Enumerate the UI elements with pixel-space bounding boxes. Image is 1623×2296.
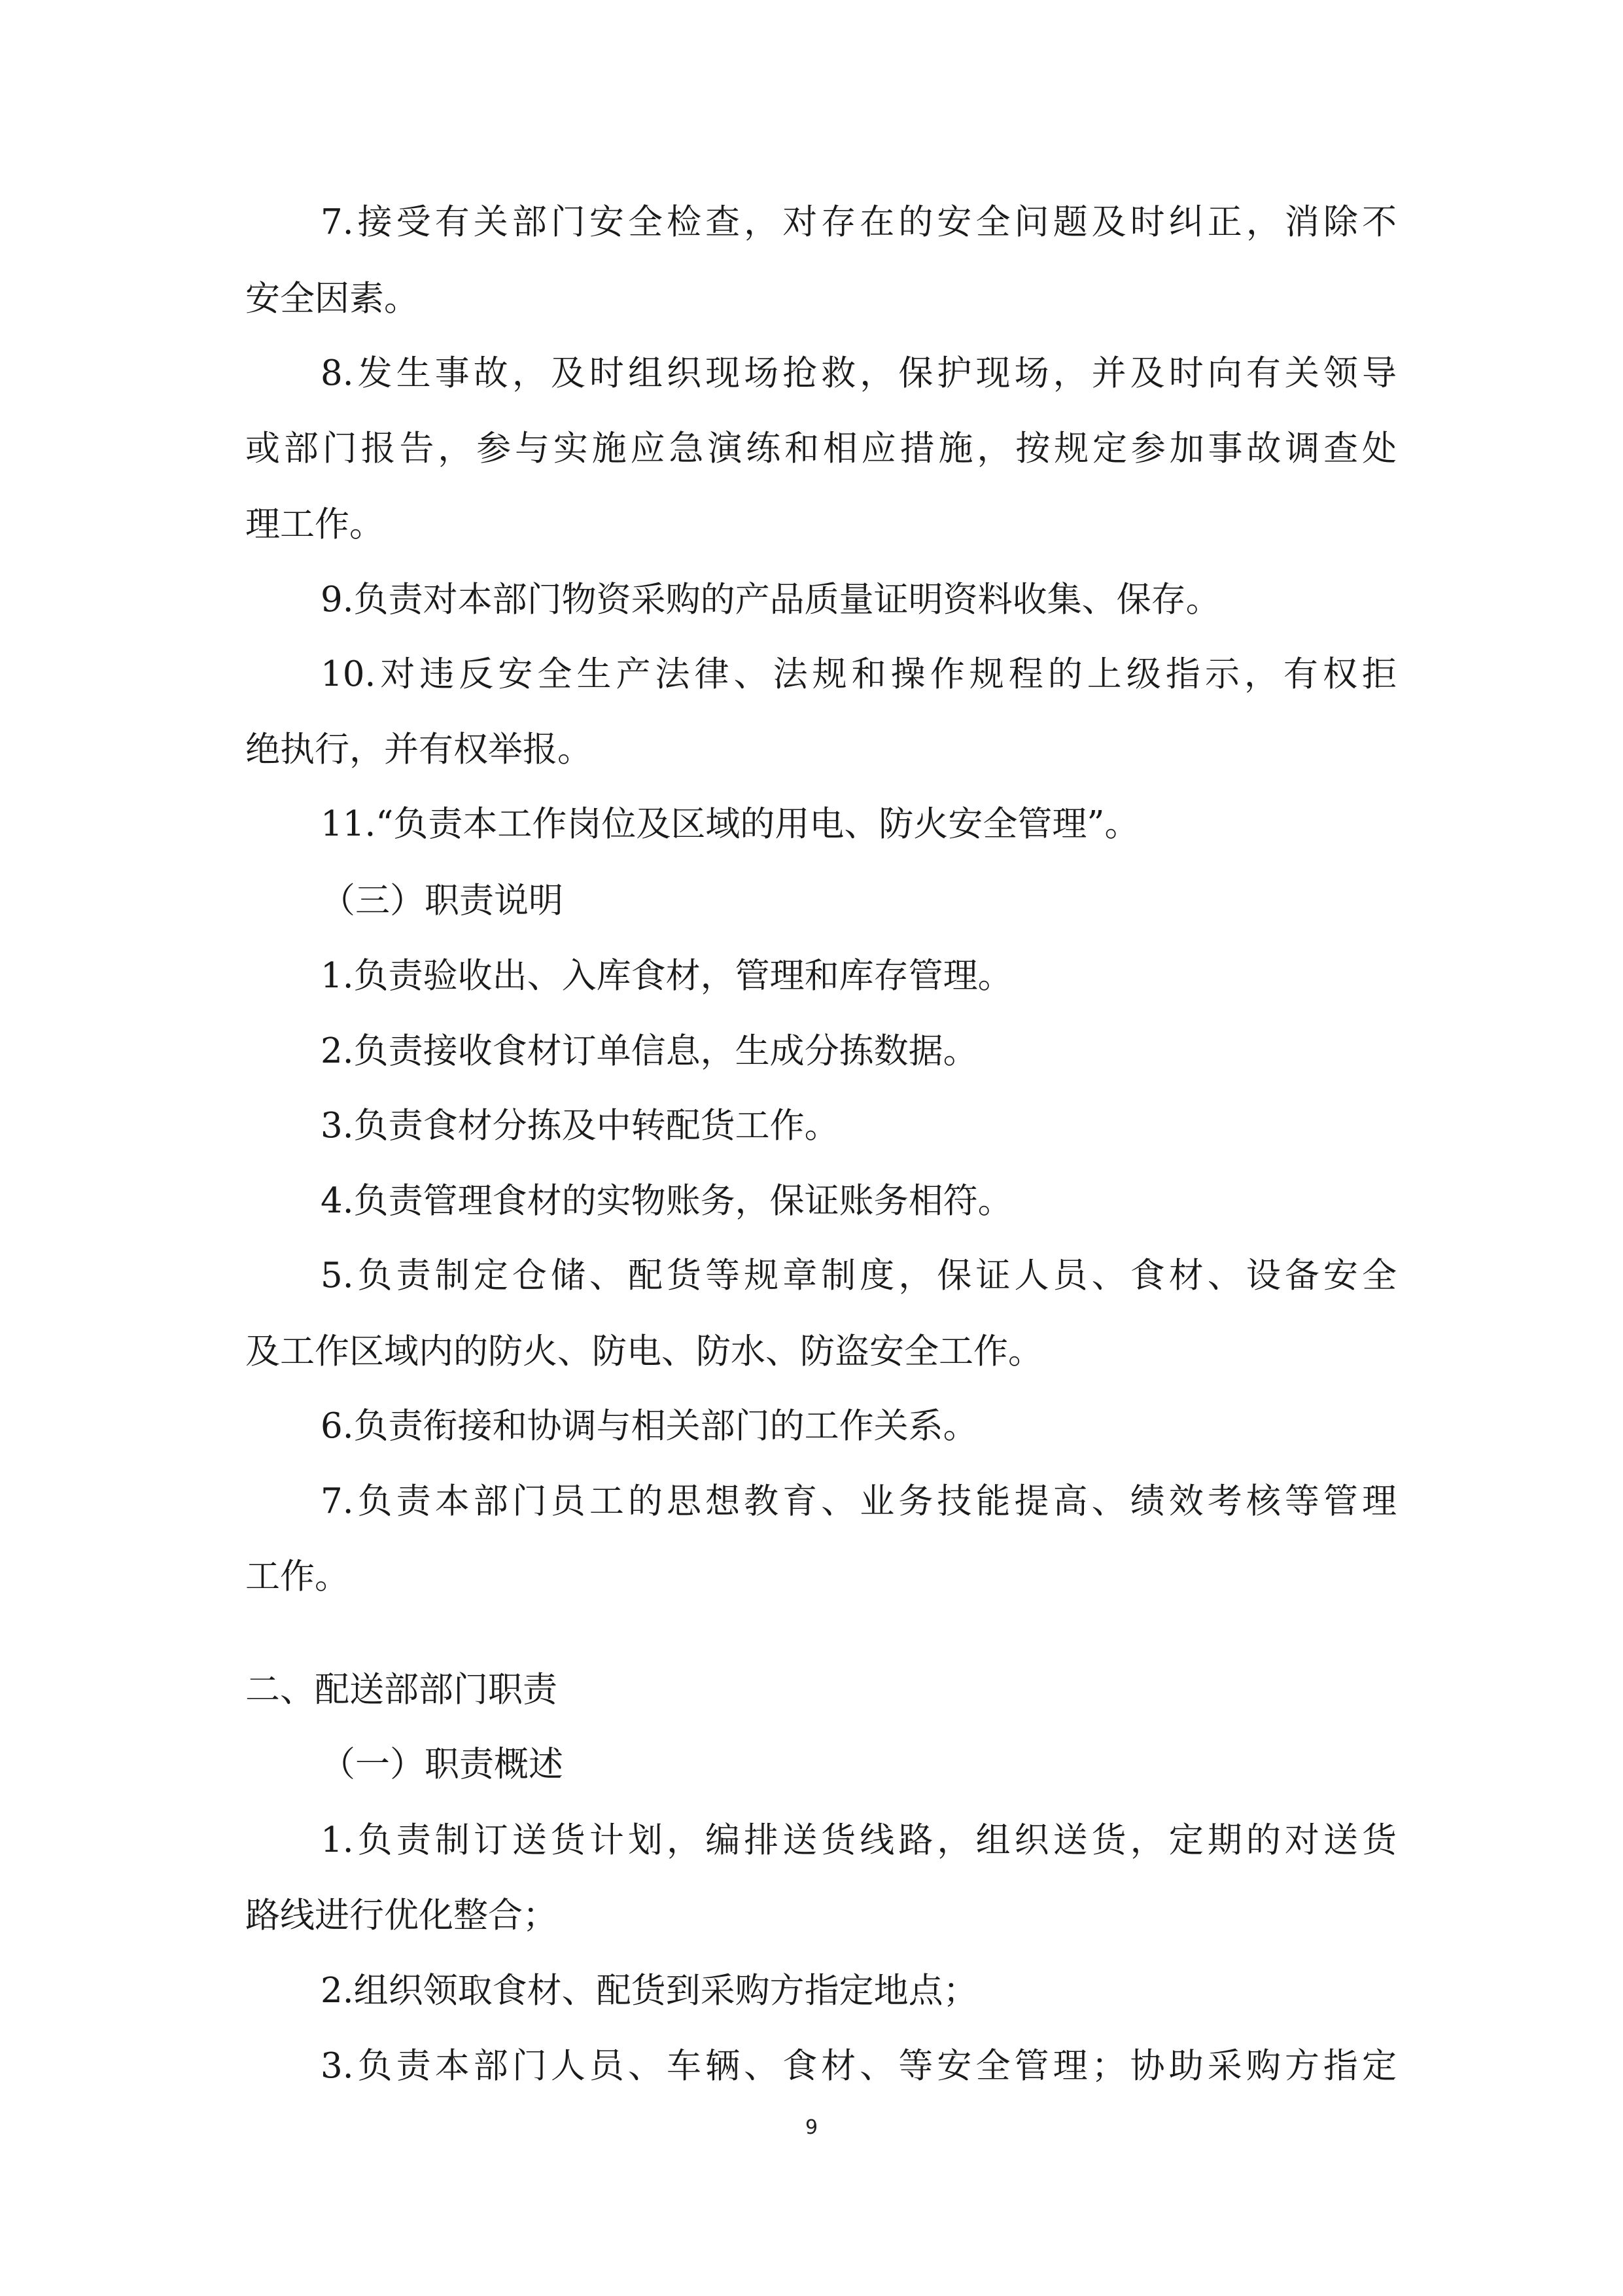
paragraph-line: 安全因素。 [245, 279, 419, 319]
paragraph-line: 6.负责衔接和协调与相关部门的工作关系。 [321, 1406, 978, 1446]
paragraph-line: 3.负责本部门人员、车辆、食材、等安全管理；协助采购方指定 [321, 2046, 1397, 2086]
paragraph-line: 路线进行优化整合； [245, 1896, 557, 1935]
paragraph-line: 5.负责制定仓储、配货等规章制度，保证人员、食材、设备安全 [321, 1256, 1397, 1296]
paragraph-line: 工作。 [245, 1557, 349, 1597]
paragraph-line: 9.负责对本部门物资采购的产品质量证明资料收集、保存。 [321, 580, 1221, 620]
section-heading: （三）职责说明 [321, 881, 563, 921]
paragraph-line: 绝执行，并有权举报。 [245, 730, 592, 769]
paragraph-line: 7.负责本部门员工的思想教育、业务技能提高、绩效考核等管理 [321, 1481, 1397, 1521]
paragraph-line: 或部门报告，参与实施应急演练和相应措施，按规定参加事故调查处 [245, 429, 1397, 468]
paragraph-line: 11.“负责本工作岗位及区域的用电、防火安全管理”。 [321, 804, 1140, 844]
paragraph-line: 10.对违反安全生产法律、法规和操作规程的上级指示，有权拒 [321, 654, 1397, 694]
chapter-heading: 二、配送部部门职责 [245, 1670, 557, 1710]
page-number: 9 [805, 2116, 818, 2139]
paragraph-line: 8.发生事故，及时组织现场抢救，保护现场，并及时向有关领导 [321, 353, 1397, 393]
section-heading: （一）职责概述 [321, 1744, 563, 1784]
paragraph-line: 2.组织领取食材、配货到采购方指定地点； [321, 1971, 978, 2011]
paragraph-line: 4.负责管理食材的实物账务，保证账务相符。 [321, 1181, 1013, 1221]
paragraph-line: 7.接受有关部门安全检查，对存在的安全问题及时纠正，消除不 [321, 202, 1397, 242]
paragraph-line: 3.负责食材分拣及中转配货工作。 [321, 1106, 839, 1146]
paragraph-line: 1.负责验收出、入库食材，管理和库存管理。 [321, 956, 1013, 996]
paragraph-line: 及工作区域内的防火、防电、防水、防盗安全工作。 [245, 1332, 1043, 1371]
paragraph-line: 1.负责制订送货计划，编排送货线路，组织送货，定期的对送货 [321, 1820, 1397, 1860]
paragraph-line: 理工作。 [245, 504, 384, 544]
paragraph-line: 2.负责接收食材订单信息，生成分拣数据。 [321, 1031, 978, 1071]
